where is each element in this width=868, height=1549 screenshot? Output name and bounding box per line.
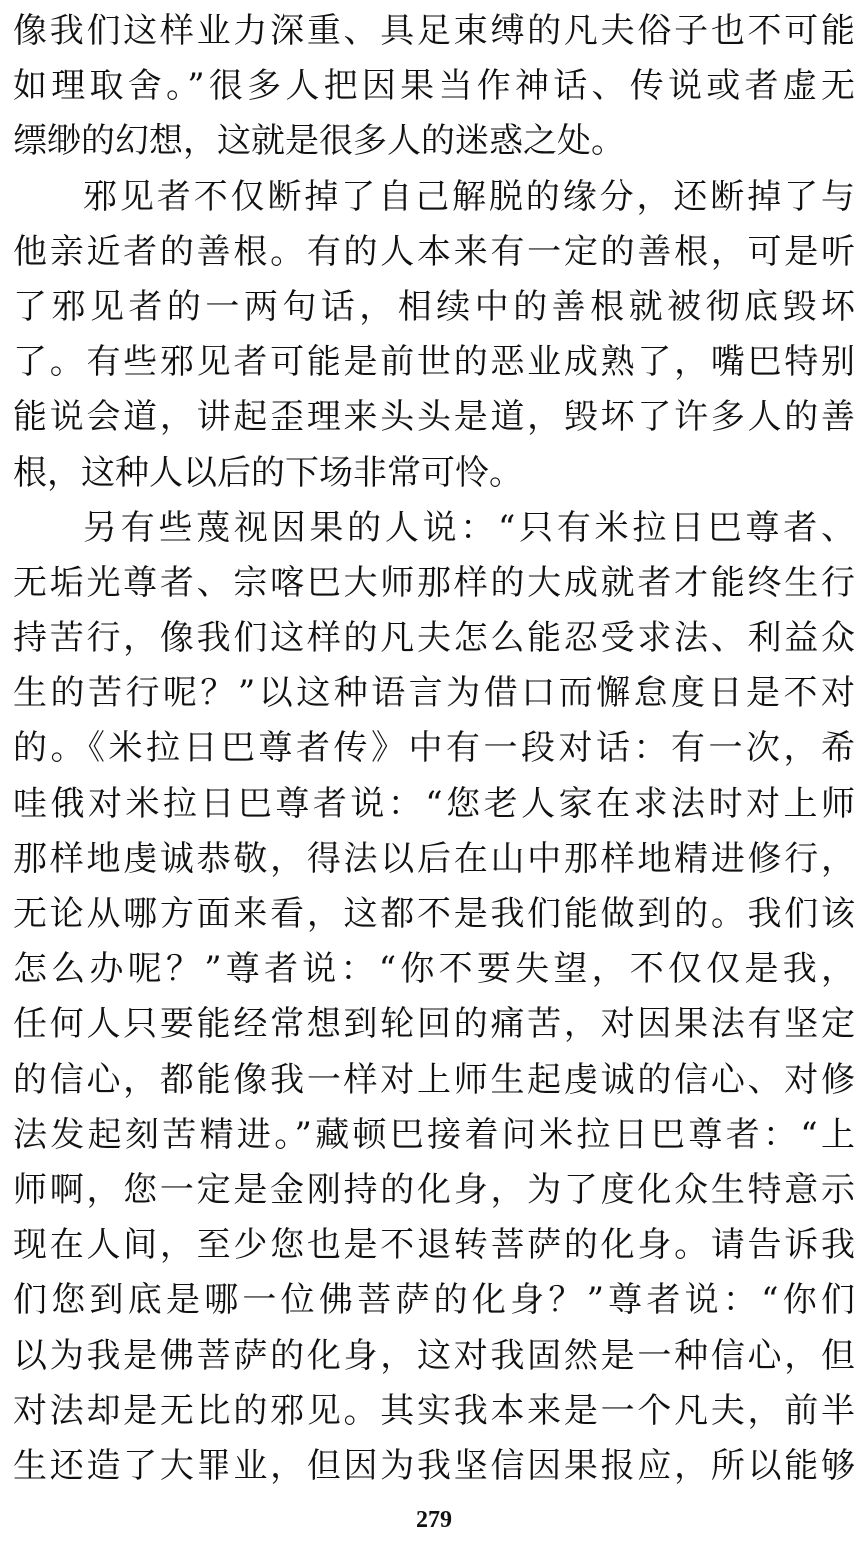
page-number: 279 (416, 1507, 452, 1533)
text-line: 以为我是佛菩萨的化身，这对我固然是一种信心，但 (13, 1335, 855, 1376)
text-line: 了。有些邪见者可能是前世的恶业成熟了，嘴巴特别 (13, 342, 855, 383)
text-line: 师啊，您一定是金刚持的化身，为了度化众生特意示 (13, 1169, 855, 1210)
text-line: 那样地虔诚恭敬，得法以后在山中那样地精进修行， (13, 838, 855, 879)
text-line: 们您到底是哪一位佛菩萨的化身？”尊者说：“你们 (13, 1280, 855, 1321)
text-line: 哇俄对米拉日巴尊者说：“您老人家在求法时对上师 (13, 783, 855, 824)
text-line: 的信心，都能像我一样对上师生起虔诚的信心、对修 (13, 1059, 855, 1100)
paragraph-start-line: 邪见者不仅断掉了自己解脱的缘分，还断掉了与 (83, 176, 855, 217)
text-line: 如理取舍。”很多人把因果当作神话、传说或者虚无 (13, 66, 855, 107)
text-line: 法发起刻苦精进。”藏顿巴接着问米拉日巴尊者：“上 (13, 1114, 855, 1155)
text-line: 缥缈的幻想，这就是很多人的迷惑之处。 (13, 121, 625, 162)
body-text (13, 4, 855, 1494)
text-line: 生还造了大罪业，但因为我坚信因果报应，所以能够 (13, 1445, 855, 1486)
text-line: 无垢光尊者、宗喀巴大师那样的大成就者才能终生行 (13, 562, 855, 603)
text-line: 任何人只要能经常想到轮回的痛苦，对因果法有坚定 (13, 1004, 855, 1045)
text-line: 了邪见者的一两句话，相续中的善根就被彻底毁坏 (13, 286, 855, 327)
text-line: 对法却是无比的邪见。其实我本来是一个凡夫，前半 (13, 1390, 855, 1431)
text-line: 他亲近者的善根。有的人本来有一定的善根，可是听 (13, 231, 855, 272)
text-line: 根，这种人以后的下场非常可怜。 (13, 452, 523, 493)
text-line: 能说会道，讲起歪理来头头是道，毁坏了许多人的善 (13, 397, 855, 438)
text-line: 无论从哪方面来看，这都不是我们能做到的。我们该 (13, 894, 855, 934)
text-line: 现在人间，至少您也是不退转菩萨的化身。请告诉我 (13, 1225, 855, 1266)
text-line: 的。《米拉日巴尊者传》中有一段对话：有一次，希 (13, 728, 855, 769)
text-line: 怎么办呢？”尊者说：“你不要失望，不仅仅是我， (13, 949, 855, 990)
paragraph-start-line: 另有些蔑视因果的人说：“只有米拉日巴尊者、 (83, 507, 855, 548)
text-line: 像我们这样业力深重、具足束缚的凡夫俗子也不可能 (13, 11, 855, 51)
text-line: 持苦行，像我们这样的凡夫怎么能忍受求法、利益众 (13, 618, 855, 659)
text-line: 生的苦行呢？”以这种语言为借口而懈怠度日是不对 (13, 673, 855, 714)
